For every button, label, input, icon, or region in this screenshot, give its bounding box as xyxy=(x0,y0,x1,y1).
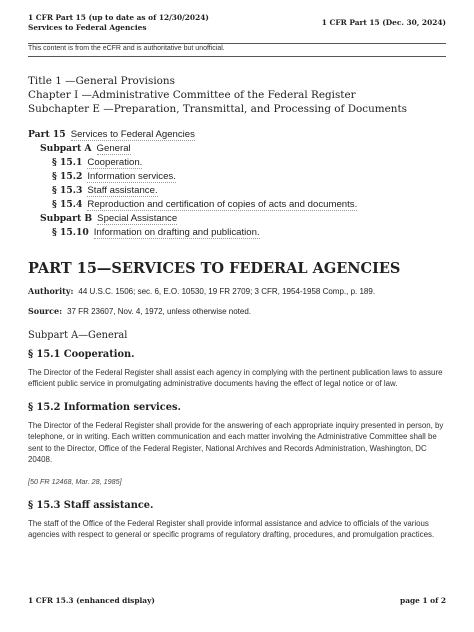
toc-subpart-b-label: Subpart B xyxy=(40,213,93,224)
toc-section-number: § 15.4 xyxy=(52,199,83,210)
toc-section-number: § 15.1 xyxy=(52,157,83,168)
toc-subpart-a-link[interactable]: General xyxy=(96,143,131,154)
subpart-heading: Subpart A—General xyxy=(28,330,128,341)
source-text: 37 FR 23607, Nov. 4, 1972, unless otherwise noted. xyxy=(67,307,252,316)
subchapter-line: Subchapter E —Preparation, Transmittal, and Processing of Documents xyxy=(28,103,407,115)
hierarchy xyxy=(28,74,407,116)
toc-section-link[interactable]: Cooperation. xyxy=(87,157,143,168)
toc-part-label: Part 15 xyxy=(28,129,66,140)
section-15-2-heading: § 15.2 Information services. xyxy=(28,402,181,413)
disclaimer: This content is from the eCFR and is authoritative but unofficial. xyxy=(28,45,225,52)
header-part-name: Services to Federal Agencies xyxy=(28,23,147,32)
toc-subpart-a-label: Subpart A xyxy=(40,143,92,154)
section-15-2-text: The Director of the Federal Register shall provide for the answering of each appropriate inquiry presented in person, by telephone, or in writing. Each written communication and each matter involving the Administrative Committee shall be sent to the Director, Office of the Federal Register, National Archives and Records Administration, Washington, DC 20408. xyxy=(28,421,444,465)
toc-part-link[interactable]: Services to Federal Agencies xyxy=(70,129,195,140)
toc-section-15-10 xyxy=(28,226,357,240)
toc-section-link[interactable]: Information services. xyxy=(87,171,176,182)
disclaimer-rule xyxy=(28,56,446,57)
toc-section-link[interactable]: Staff assistance. xyxy=(87,185,158,196)
toc-section-link[interactable]: Reproduction and certification of copies of acts and documents. xyxy=(87,199,358,210)
title-line: Title 1 —General Provisions xyxy=(28,75,175,87)
toc-part xyxy=(28,128,357,142)
header-rule xyxy=(28,43,446,44)
header-doc-title: 1 CFR Part 15 (up to date as of 12/30/2024) xyxy=(28,13,209,22)
toc-section-number: § 15.3 xyxy=(52,185,83,196)
part-heading: PART 15—SERVICES TO FEDERAL AGENCIES xyxy=(28,260,401,277)
toc-section-15-3 xyxy=(28,184,357,198)
section-15-2-citation: [50 FR 12468, Mar. 28, 1985] xyxy=(28,477,122,486)
footer-left: 1 CFR 15.3 (enhanced display) xyxy=(28,596,155,605)
section-15-1-text: The Director of the Federal Register shall assist each agency in complying with the pertinent publication laws to assure efficient public service in promulgating administrative documents having the effect of legal notice or of law. xyxy=(28,368,443,389)
source-line xyxy=(28,306,251,316)
toc-section-number: § 15.2 xyxy=(52,171,83,182)
section-15-3-heading: § 15.3 Staff assistance. xyxy=(28,500,154,511)
chapter-line: Chapter I —Administrative Committee of the Federal Register xyxy=(28,89,356,101)
section-15-3-text: The staff of the Office of the Federal Register shall provide informal assistance and advice to officials of the various agencies with respect to general or specific programs of regulatory drafting, procedures, and promulgation practices. xyxy=(28,519,435,540)
toc-subpart-b xyxy=(28,212,357,226)
toc-section-15-2 xyxy=(28,170,357,184)
toc-section-link[interactable]: Information on drafting and publication. xyxy=(93,227,260,238)
table-of-contents xyxy=(28,128,357,240)
toc-section-15-4 xyxy=(28,198,357,212)
section-15-1-heading: § 15.1 Cooperation. xyxy=(28,349,135,360)
header-left xyxy=(28,13,209,33)
authority-label: Authority: xyxy=(28,286,74,296)
toc-subpart-a xyxy=(28,142,357,156)
header-right: 1 CFR Part 15 (Dec. 30, 2024) xyxy=(321,18,446,27)
authority-line xyxy=(28,286,375,296)
toc-subpart-b-link[interactable]: Special Assistance xyxy=(97,213,178,224)
authority-text: 44 U.S.C. 1506; sec. 6, E.O. 10530, 19 FR 2709; 3 CFR, 1954-1958 Comp., p. 189. xyxy=(78,287,376,296)
page-number: page 1 of 2 xyxy=(400,596,446,605)
source-label: Source: xyxy=(28,306,63,316)
page-header xyxy=(28,13,446,43)
toc-section-15-1 xyxy=(28,156,357,170)
toc-section-number: § 15.10 xyxy=(52,227,89,238)
